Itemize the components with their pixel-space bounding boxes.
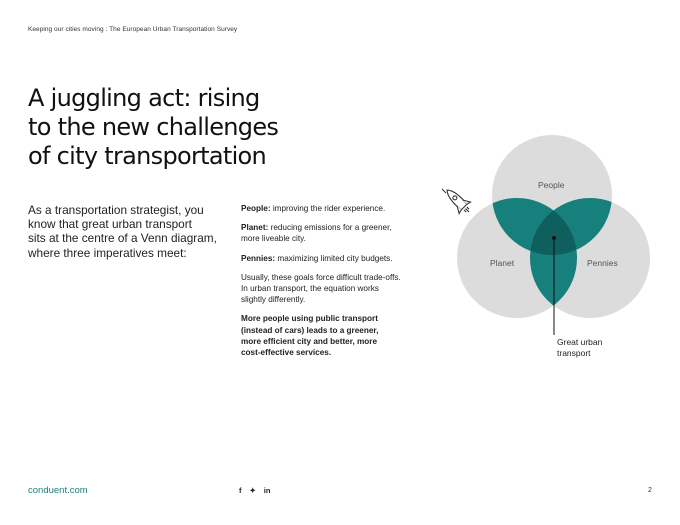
tradeoffs-line: slightly differently. xyxy=(241,295,306,305)
people-label: People: xyxy=(241,204,271,213)
intro-line: know that great urban transport xyxy=(28,217,192,232)
website-link[interactable]: conduent.com xyxy=(28,485,88,496)
running-head: Keeping our cities moving : The European Urban Transportation Survey xyxy=(28,26,238,33)
pennies-paragraph xyxy=(241,253,441,264)
venn-label-planet: Planet xyxy=(490,258,515,268)
page-title-line: A juggling act: rising xyxy=(28,84,260,112)
pennies-label: Pennies: xyxy=(241,253,276,263)
page-number: 2 xyxy=(648,487,652,494)
planet-label: Planet: xyxy=(241,223,269,233)
callout-line-text: Great urban xyxy=(557,337,603,347)
people-paragraph xyxy=(241,203,441,214)
callout-line-text: transport xyxy=(557,347,591,358)
page-title xyxy=(28,84,278,171)
linkedin-icon[interactable]: in xyxy=(263,486,271,495)
venn-callout xyxy=(557,337,602,358)
closing-line: more efficient city and better, more xyxy=(241,336,378,346)
closing-line: More people using public transport xyxy=(241,314,378,324)
closing-line: cost-effective services. xyxy=(241,348,332,358)
tradeoffs-paragraph xyxy=(241,272,441,306)
tradeoffs-line: Usually, these goals force difficult trade-offs. xyxy=(241,272,401,282)
rocket-trail xyxy=(442,189,446,193)
intro-line: As a transportation strategist, you xyxy=(28,203,204,217)
planet-text: reducing emissions for a greener, xyxy=(268,223,392,233)
details-column xyxy=(241,203,441,366)
intro-line: sits at the centre of a Venn diagram, xyxy=(28,231,217,246)
rocket-icon xyxy=(441,184,474,217)
twitter-icon[interactable]: ✦ xyxy=(249,486,256,495)
intro-paragraph xyxy=(28,203,233,260)
planet-text-line: more liveable city. xyxy=(241,234,306,244)
closing-paragraph xyxy=(241,313,441,358)
people-text: improving the rider experience. xyxy=(270,204,386,213)
facebook-icon[interactable]: f xyxy=(239,486,242,495)
venn-label-pennies: Pennies xyxy=(587,258,618,268)
venn-label-people: People xyxy=(538,180,565,190)
page-title-line: to the new challenges xyxy=(28,113,279,141)
venn-diagram xyxy=(430,120,670,350)
closing-line: (instead of cars) leads to a greener, xyxy=(241,325,379,335)
pennies-text: maximizing limited city budgets. xyxy=(275,253,393,263)
intro-line: where three imperatives meet: xyxy=(28,245,187,260)
page-title-line: of city transportation xyxy=(28,142,267,170)
social-links xyxy=(239,486,270,495)
tradeoffs-line: In urban transport, the equation works xyxy=(241,284,379,294)
planet-paragraph xyxy=(241,222,441,244)
